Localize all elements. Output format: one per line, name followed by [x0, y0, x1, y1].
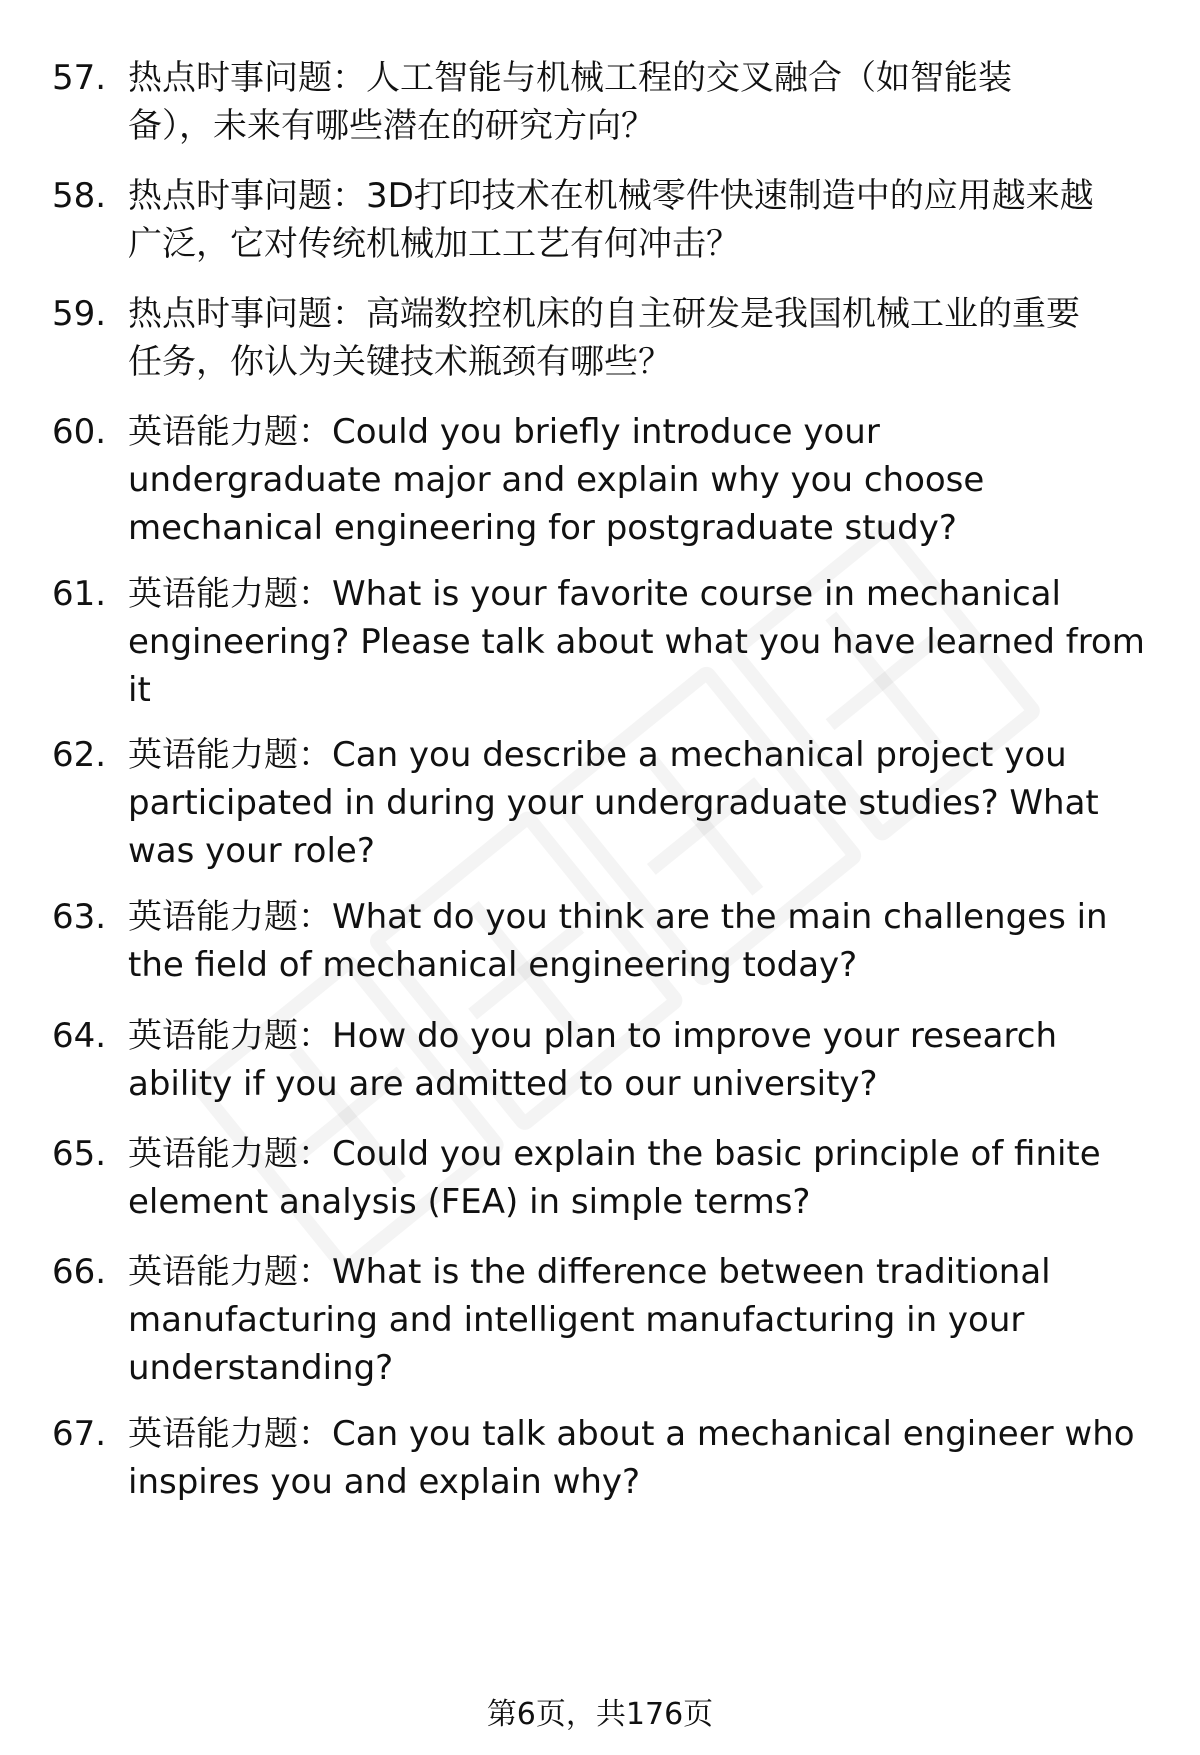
question-line: undergraduate major and explain why you choose: [128, 460, 985, 500]
question-line: the field of mechanical engineering today?: [128, 945, 858, 985]
question-line: understanding?: [128, 1348, 394, 1388]
question-line: participated in during your undergraduate studies? What: [128, 783, 1099, 823]
question-number: 60.: [52, 412, 107, 452]
question-line: 英语能力题：What do you think are the main challenges in: [128, 897, 1108, 937]
question-line: 英语能力题：What is your favorite course in mechanical: [128, 574, 1061, 614]
question-line: inspires you and explain why?: [128, 1462, 641, 1502]
page-number-footer: 第6页，共176页: [486, 1697, 714, 1732]
question-number: 57.: [52, 58, 107, 98]
question-line: 英语能力题：Could you briefly introduce your: [128, 412, 880, 452]
question-text: [128, 570, 1148, 714]
question-number: 61.: [52, 574, 107, 614]
question-line: ability if you are admitted to our university?: [128, 1064, 878, 1104]
question-line: 广泛，它对传统机械加工工艺有何冲击？: [128, 224, 740, 264]
question-line: 英语能力题：Could you explain the basic principle of finite: [128, 1134, 1101, 1174]
question-line: 英语能力题：Can you describe a mechanical project you: [128, 735, 1067, 775]
question-line: element analysis (FEA) in simple terms?: [128, 1182, 811, 1222]
question-text: [128, 1410, 1148, 1506]
question-line: 任务，你认为关键技术瓶颈有哪些？: [128, 342, 672, 382]
question-text: [128, 408, 1148, 552]
question-line: 热点时事问题：3D打印技术在机械零件快速制造中的应用越来越: [128, 176, 1094, 216]
question-text: [128, 1012, 1148, 1108]
question-line: was your role?: [128, 831, 375, 871]
question-number: 66.: [52, 1252, 107, 1292]
question-text: [128, 290, 1148, 386]
question-text: [128, 1130, 1148, 1226]
question-line: 英语能力题：Can you talk about a mechanical engineer who: [128, 1414, 1135, 1454]
question-line: 热点时事问题：高端数控机床的自主研发是我国机械工业的重要: [128, 294, 1080, 334]
question-text: [128, 172, 1148, 268]
question-text: [128, 731, 1148, 875]
question-number: 59.: [52, 294, 107, 334]
question-line: mechanical engineering for postgraduate study?: [128, 508, 957, 548]
question-text: [128, 1248, 1148, 1392]
watermark-glyph: [187, 952, 508, 1278]
question-text: [128, 893, 1148, 989]
question-number: 62.: [52, 735, 107, 775]
question-number: 67.: [52, 1414, 107, 1454]
question-number: 64.: [52, 1016, 107, 1056]
question-number: 63.: [52, 897, 107, 937]
question-line: 热点时事问题：人工智能与机械工程的交叉融合（如智能装: [128, 58, 1012, 98]
question-line: 英语能力题：What is the difference between traditional: [128, 1252, 1051, 1292]
question-line: 英语能力题：How do you plan to improve your research: [128, 1016, 1057, 1056]
question-number: 58.: [52, 176, 107, 216]
question-text: [128, 54, 1148, 150]
question-line: 备），未来有哪些潜在的研究方向？: [128, 106, 655, 146]
question-line: engineering? Please talk about what you have learned from: [128, 622, 1145, 662]
question-line: manufacturing and intelligent manufacturing in your: [128, 1300, 1025, 1340]
question-line: it: [128, 670, 151, 710]
question-number: 65.: [52, 1134, 107, 1174]
